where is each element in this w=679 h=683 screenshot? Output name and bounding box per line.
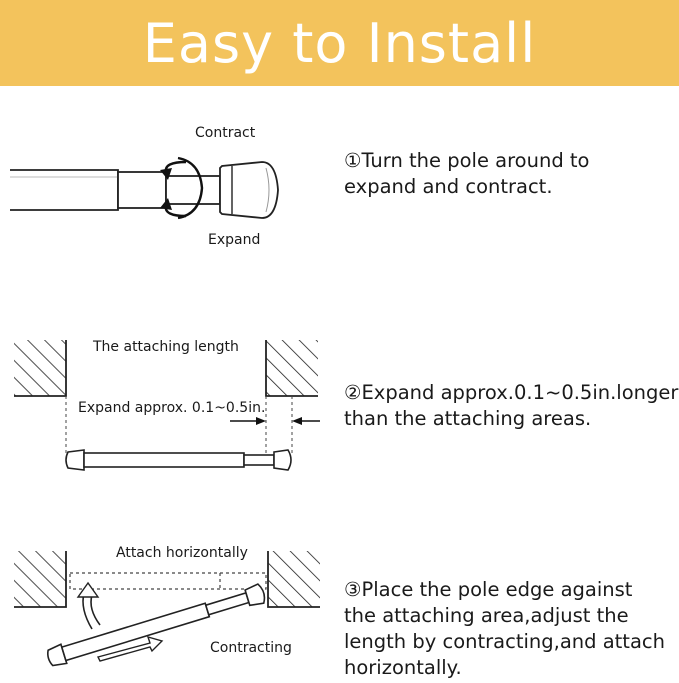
label-contract: Contract <box>195 125 256 141</box>
step-1-diagram <box>0 110 330 270</box>
label-attaching-length: The attaching length <box>93 339 239 355</box>
step-3-diagram <box>0 533 330 683</box>
step-1-text: ①Turn the pole around to expand and contract. <box>344 149 590 198</box>
step-2 <box>0 330 679 490</box>
step-3-text: ③Place the pole edge against the attaching area,adjust the length by contracting,and attach horizontally. <box>344 578 665 679</box>
label-expand-approx: Expand approx. 0.1~0.5in. <box>78 400 266 416</box>
label-contracting: Contracting <box>210 640 292 656</box>
step-2-text: ②Expand approx.0.1~0.5in.longer than the attaching areas. <box>344 381 679 430</box>
header-banner <box>0 0 679 86</box>
step-3 <box>0 533 679 683</box>
step-1 <box>0 110 679 270</box>
step-2-diagram <box>0 330 330 490</box>
label-expand: Expand <box>208 232 261 248</box>
page-title: Easy to Install <box>142 11 537 75</box>
label-attach-horizontally: Attach horizontally <box>116 545 248 561</box>
